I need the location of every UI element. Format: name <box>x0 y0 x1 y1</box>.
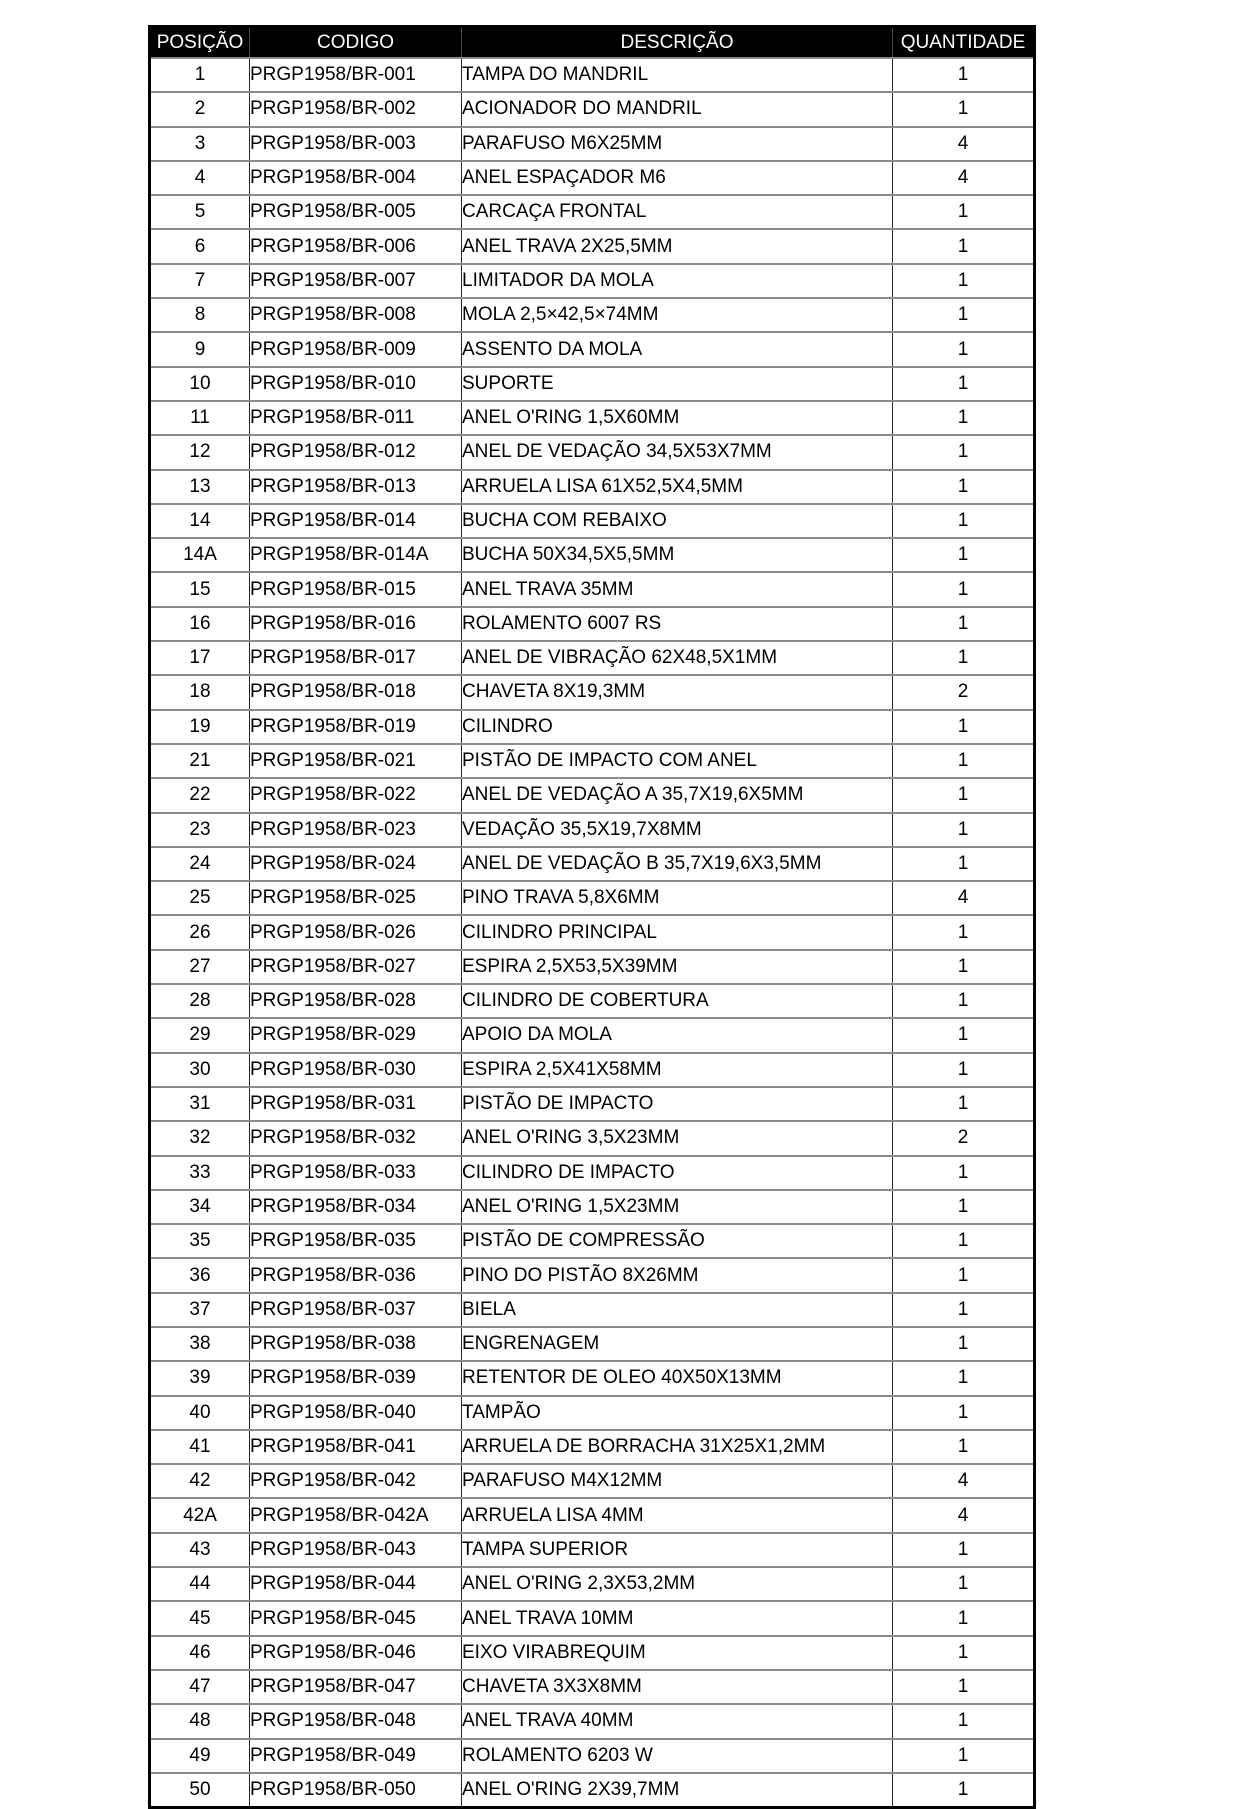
cell-position: 14A <box>150 538 250 572</box>
cell-description: LIMITADOR DA MOLA <box>462 264 893 298</box>
table-row <box>150 161 1035 195</box>
table-row <box>150 572 1035 606</box>
cell-position: 50 <box>150 1773 250 1808</box>
cell-description: PISTÃO DE IMPACTO COM ANEL <box>462 744 893 778</box>
table-row <box>150 538 1035 572</box>
cell-code: PRGP1958/BR-010 <box>250 367 462 401</box>
cell-quantity: 1 <box>893 915 1035 949</box>
table-row <box>150 1224 1035 1258</box>
cell-code: PRGP1958/BR-044 <box>250 1567 462 1601</box>
cell-code: PRGP1958/BR-030 <box>250 1053 462 1087</box>
table-row <box>150 401 1035 435</box>
cell-description: ANEL O'RING 2,3X53,2MM <box>462 1567 893 1601</box>
cell-quantity: 1 <box>893 1670 1035 1704</box>
table-row <box>150 984 1035 1018</box>
cell-quantity: 1 <box>893 58 1035 92</box>
cell-description: TAMPÃO <box>462 1396 893 1430</box>
column-header-codigo: CODIGO <box>250 27 462 59</box>
cell-position: 11 <box>150 401 250 435</box>
cell-quantity: 1 <box>893 195 1035 229</box>
cell-description: ANEL O'RING 1,5X60MM <box>462 401 893 435</box>
table-row <box>150 1018 1035 1052</box>
cell-description: ANEL DE VIBRAÇÃO 62X48,5X1MM <box>462 641 893 675</box>
cell-code: PRGP1958/BR-006 <box>250 229 462 263</box>
cell-description: PARAFUSO M6X25MM <box>462 127 893 161</box>
cell-description: PISTÃO DE COMPRESSÃO <box>462 1224 893 1258</box>
cell-description: ANEL ESPAÇADOR M6 <box>462 161 893 195</box>
cell-quantity: 1 <box>893 710 1035 744</box>
cell-position: 47 <box>150 1670 250 1704</box>
cell-position: 34 <box>150 1190 250 1224</box>
table-row <box>150 229 1035 263</box>
cell-quantity: 1 <box>893 813 1035 847</box>
header-row <box>150 27 1035 59</box>
cell-description: SUPORTE <box>462 367 893 401</box>
cell-position: 36 <box>150 1258 250 1292</box>
cell-description: CILINDRO DE IMPACTO <box>462 1156 893 1190</box>
cell-quantity: 1 <box>893 1361 1035 1395</box>
cell-quantity: 1 <box>893 1190 1035 1224</box>
cell-description: ARRUELA LISA 4MM <box>462 1498 893 1532</box>
cell-code: PRGP1958/BR-013 <box>250 470 462 504</box>
cell-quantity: 1 <box>893 778 1035 812</box>
cell-code: PRGP1958/BR-014A <box>250 538 462 572</box>
cell-code: PRGP1958/BR-045 <box>250 1601 462 1635</box>
cell-quantity: 1 <box>893 1258 1035 1292</box>
cell-quantity: 1 <box>893 1704 1035 1738</box>
table-row <box>150 1053 1035 1087</box>
table-row <box>150 1601 1035 1635</box>
cell-code: PRGP1958/BR-038 <box>250 1327 462 1361</box>
cell-description: BUCHA COM REBAIXO <box>462 504 893 538</box>
cell-quantity: 1 <box>893 538 1035 572</box>
cell-quantity: 1 <box>893 264 1035 298</box>
cell-description: ANEL TRAVA 40MM <box>462 1704 893 1738</box>
cell-position: 49 <box>150 1739 250 1773</box>
cell-code: PRGP1958/BR-001 <box>250 58 462 92</box>
cell-description: CILINDRO DE COBERTURA <box>462 984 893 1018</box>
cell-code: PRGP1958/BR-012 <box>250 435 462 469</box>
cell-position: 10 <box>150 367 250 401</box>
cell-code: PRGP1958/BR-015 <box>250 572 462 606</box>
cell-code: PRGP1958/BR-050 <box>250 1773 462 1808</box>
cell-code: PRGP1958/BR-014 <box>250 504 462 538</box>
cell-quantity: 1 <box>893 1430 1035 1464</box>
table-row <box>150 1533 1035 1567</box>
table-row <box>150 1190 1035 1224</box>
cell-quantity: 1 <box>893 641 1035 675</box>
cell-position: 9 <box>150 332 250 366</box>
cell-position: 13 <box>150 470 250 504</box>
cell-position: 46 <box>150 1636 250 1670</box>
table-row <box>150 127 1035 161</box>
cell-quantity: 1 <box>893 572 1035 606</box>
cell-quantity: 2 <box>893 1121 1035 1155</box>
cell-code: PRGP1958/BR-036 <box>250 1258 462 1292</box>
table-row <box>150 435 1035 469</box>
cell-code: PRGP1958/BR-002 <box>250 92 462 126</box>
cell-position: 42A <box>150 1498 250 1532</box>
cell-description: ENGRENAGEM <box>462 1327 893 1361</box>
cell-position: 3 <box>150 127 250 161</box>
cell-quantity: 1 <box>893 92 1035 126</box>
cell-code: PRGP1958/BR-003 <box>250 127 462 161</box>
cell-quantity: 4 <box>893 881 1035 915</box>
cell-code: PRGP1958/BR-042 <box>250 1464 462 1498</box>
cell-position: 39 <box>150 1361 250 1395</box>
table-row <box>150 1087 1035 1121</box>
cell-quantity: 1 <box>893 1053 1035 1087</box>
cell-description: ANEL O'RING 1,5X23MM <box>462 1190 893 1224</box>
cell-description: TAMPA DO MANDRIL <box>462 58 893 92</box>
cell-position: 33 <box>150 1156 250 1190</box>
cell-code: PRGP1958/BR-035 <box>250 1224 462 1258</box>
cell-code: PRGP1958/BR-016 <box>250 607 462 641</box>
cell-position: 41 <box>150 1430 250 1464</box>
cell-description: PINO TRAVA 5,8X6MM <box>462 881 893 915</box>
cell-code: PRGP1958/BR-040 <box>250 1396 462 1430</box>
cell-position: 6 <box>150 229 250 263</box>
cell-position: 17 <box>150 641 250 675</box>
cell-position: 44 <box>150 1567 250 1601</box>
table-row <box>150 1293 1035 1327</box>
cell-code: PRGP1958/BR-048 <box>250 1704 462 1738</box>
table-row <box>150 847 1035 881</box>
cell-position: 7 <box>150 264 250 298</box>
table-row <box>150 298 1035 332</box>
table-row <box>150 58 1035 92</box>
cell-description: PISTÃO DE IMPACTO <box>462 1087 893 1121</box>
cell-code: PRGP1958/BR-033 <box>250 1156 462 1190</box>
cell-position: 43 <box>150 1533 250 1567</box>
table-row <box>150 1464 1035 1498</box>
cell-code: PRGP1958/BR-034 <box>250 1190 462 1224</box>
cell-code: PRGP1958/BR-043 <box>250 1533 462 1567</box>
cell-quantity: 4 <box>893 1498 1035 1532</box>
cell-quantity: 1 <box>893 847 1035 881</box>
cell-code: PRGP1958/BR-032 <box>250 1121 462 1155</box>
cell-description: EIXO VIRABREQUIM <box>462 1636 893 1670</box>
table-row <box>150 1327 1035 1361</box>
column-header-posicao: POSIÇÃO <box>150 27 250 59</box>
table-row <box>150 504 1035 538</box>
cell-position: 45 <box>150 1601 250 1635</box>
cell-code: PRGP1958/BR-046 <box>250 1636 462 1670</box>
cell-description: PARAFUSO M4X12MM <box>462 1464 893 1498</box>
cell-position: 38 <box>150 1327 250 1361</box>
cell-position: 16 <box>150 607 250 641</box>
cell-description: ANEL DE VEDAÇÃO A 35,7X19,6X5MM <box>462 778 893 812</box>
cell-code: PRGP1958/BR-007 <box>250 264 462 298</box>
table-row <box>150 1498 1035 1532</box>
cell-description: CHAVETA 3X3X8MM <box>462 1670 893 1704</box>
cell-quantity: 1 <box>893 1396 1035 1430</box>
cell-position: 21 <box>150 744 250 778</box>
table-row <box>150 1739 1035 1773</box>
cell-description: PINO DO PISTÃO 8X26MM <box>462 1258 893 1292</box>
cell-position: 14 <box>150 504 250 538</box>
cell-quantity: 1 <box>893 984 1035 1018</box>
cell-description: ANEL TRAVA 2X25,5MM <box>462 229 893 263</box>
cell-description: ANEL DE VEDAÇÃO 34,5X53X7MM <box>462 435 893 469</box>
table-row <box>150 1258 1035 1292</box>
cell-description: BUCHA 50X34,5X5,5MM <box>462 538 893 572</box>
table-row <box>150 1361 1035 1395</box>
cell-position: 30 <box>150 1053 250 1087</box>
cell-quantity: 4 <box>893 1464 1035 1498</box>
cell-quantity: 1 <box>893 332 1035 366</box>
cell-position: 27 <box>150 950 250 984</box>
cell-quantity: 1 <box>893 1601 1035 1635</box>
cell-position: 8 <box>150 298 250 332</box>
cell-quantity: 1 <box>893 1773 1035 1808</box>
cell-description: VEDAÇÃO 35,5X19,7X8MM <box>462 813 893 847</box>
cell-position: 48 <box>150 1704 250 1738</box>
cell-quantity: 2 <box>893 675 1035 709</box>
cell-position: 25 <box>150 881 250 915</box>
table-row <box>150 744 1035 778</box>
cell-code: PRGP1958/BR-041 <box>250 1430 462 1464</box>
cell-position: 2 <box>150 92 250 126</box>
cell-quantity: 1 <box>893 401 1035 435</box>
cell-code: PRGP1958/BR-011 <box>250 401 462 435</box>
table-row <box>150 1773 1035 1808</box>
table-row <box>150 813 1035 847</box>
cell-quantity: 1 <box>893 607 1035 641</box>
cell-code: PRGP1958/BR-024 <box>250 847 462 881</box>
cell-code: PRGP1958/BR-027 <box>250 950 462 984</box>
cell-quantity: 4 <box>893 161 1035 195</box>
table-row <box>150 470 1035 504</box>
cell-position: 1 <box>150 58 250 92</box>
cell-description: ROLAMENTO 6007 RS <box>462 607 893 641</box>
column-header-quantidade: QUANTIDADE <box>893 27 1035 59</box>
parts-list-table <box>148 25 1036 1809</box>
cell-position: 22 <box>150 778 250 812</box>
cell-description: MOLA 2,5×42,5×74MM <box>462 298 893 332</box>
cell-code: PRGP1958/BR-025 <box>250 881 462 915</box>
cell-code: PRGP1958/BR-004 <box>250 161 462 195</box>
cell-quantity: 1 <box>893 1739 1035 1773</box>
cell-code: PRGP1958/BR-017 <box>250 641 462 675</box>
cell-description: CARCAÇA FRONTAL <box>462 195 893 229</box>
cell-quantity: 1 <box>893 504 1035 538</box>
cell-description: ASSENTO DA MOLA <box>462 332 893 366</box>
cell-quantity: 1 <box>893 1567 1035 1601</box>
cell-position: 18 <box>150 675 250 709</box>
cell-quantity: 1 <box>893 1224 1035 1258</box>
table-row <box>150 710 1035 744</box>
cell-code: PRGP1958/BR-049 <box>250 1739 462 1773</box>
table-row <box>150 881 1035 915</box>
table-row <box>150 778 1035 812</box>
table-row <box>150 1704 1035 1738</box>
cell-description: ANEL TRAVA 10MM <box>462 1601 893 1635</box>
cell-quantity: 1 <box>893 1156 1035 1190</box>
cell-quantity: 1 <box>893 1636 1035 1670</box>
parts-table-body <box>150 58 1035 1808</box>
cell-description: ANEL DE VEDAÇÃO B 35,7X19,6X3,5MM <box>462 847 893 881</box>
cell-code: PRGP1958/BR-022 <box>250 778 462 812</box>
cell-position: 12 <box>150 435 250 469</box>
cell-description: BIELA <box>462 1293 893 1327</box>
cell-description: CHAVETA 8X19,3MM <box>462 675 893 709</box>
table-row <box>150 675 1035 709</box>
cell-quantity: 1 <box>893 1327 1035 1361</box>
cell-description: CILINDRO PRINCIPAL <box>462 915 893 949</box>
cell-position: 35 <box>150 1224 250 1258</box>
cell-position: 37 <box>150 1293 250 1327</box>
cell-position: 40 <box>150 1396 250 1430</box>
cell-description: ARRUELA LISA 61X52,5X4,5MM <box>462 470 893 504</box>
cell-code: PRGP1958/BR-047 <box>250 1670 462 1704</box>
cell-quantity: 1 <box>893 435 1035 469</box>
cell-quantity: 1 <box>893 229 1035 263</box>
cell-position: 19 <box>150 710 250 744</box>
table-row <box>150 915 1035 949</box>
table-row <box>150 367 1035 401</box>
cell-code: PRGP1958/BR-029 <box>250 1018 462 1052</box>
cell-position: 32 <box>150 1121 250 1155</box>
cell-code: PRGP1958/BR-023 <box>250 813 462 847</box>
cell-position: 26 <box>150 915 250 949</box>
table-row <box>150 950 1035 984</box>
cell-description: ANEL O'RING 2X39,7MM <box>462 1773 893 1808</box>
cell-position: 15 <box>150 572 250 606</box>
cell-quantity: 1 <box>893 1533 1035 1567</box>
cell-description: ANEL O'RING 3,5X23MM <box>462 1121 893 1155</box>
table-row <box>150 1567 1035 1601</box>
cell-code: PRGP1958/BR-039 <box>250 1361 462 1395</box>
cell-description: ESPIRA 2,5X41X58MM <box>462 1053 893 1087</box>
cell-description: CILINDRO <box>462 710 893 744</box>
cell-quantity: 1 <box>893 1018 1035 1052</box>
cell-code: PRGP1958/BR-042A <box>250 1498 462 1532</box>
cell-description: ESPIRA 2,5X53,5X39MM <box>462 950 893 984</box>
table-row <box>150 92 1035 126</box>
cell-description: ARRUELA DE BORRACHA 31X25X1,2MM <box>462 1430 893 1464</box>
table-row <box>150 607 1035 641</box>
cell-code: PRGP1958/BR-031 <box>250 1087 462 1121</box>
table-row <box>150 1396 1035 1430</box>
cell-quantity: 1 <box>893 744 1035 778</box>
cell-quantity: 1 <box>893 470 1035 504</box>
table-row <box>150 1430 1035 1464</box>
cell-position: 31 <box>150 1087 250 1121</box>
table-header <box>150 27 1035 59</box>
cell-code: PRGP1958/BR-018 <box>250 675 462 709</box>
cell-description: ROLAMENTO 6203 W <box>462 1739 893 1773</box>
cell-description: APOIO DA MOLA <box>462 1018 893 1052</box>
cell-description: RETENTOR DE OLEO 40X50X13MM <box>462 1361 893 1395</box>
cell-position: 4 <box>150 161 250 195</box>
cell-position: 5 <box>150 195 250 229</box>
table-row <box>150 195 1035 229</box>
table-row <box>150 332 1035 366</box>
table-row <box>150 264 1035 298</box>
table-row <box>150 1670 1035 1704</box>
cell-position: 28 <box>150 984 250 1018</box>
cell-code: PRGP1958/BR-026 <box>250 915 462 949</box>
cell-description: ACIONADOR DO MANDRIL <box>462 92 893 126</box>
cell-code: PRGP1958/BR-008 <box>250 298 462 332</box>
cell-quantity: 1 <box>893 1293 1035 1327</box>
cell-position: 42 <box>150 1464 250 1498</box>
cell-quantity: 1 <box>893 950 1035 984</box>
table-row <box>150 1156 1035 1190</box>
table-row <box>150 641 1035 675</box>
cell-code: PRGP1958/BR-009 <box>250 332 462 366</box>
cell-code: PRGP1958/BR-019 <box>250 710 462 744</box>
cell-code: PRGP1958/BR-037 <box>250 1293 462 1327</box>
cell-quantity: 1 <box>893 1087 1035 1121</box>
cell-position: 24 <box>150 847 250 881</box>
cell-description: ANEL TRAVA 35MM <box>462 572 893 606</box>
cell-quantity: 1 <box>893 367 1035 401</box>
cell-code: PRGP1958/BR-028 <box>250 984 462 1018</box>
cell-position: 23 <box>150 813 250 847</box>
table-row <box>150 1636 1035 1670</box>
cell-quantity: 1 <box>893 298 1035 332</box>
column-header-descricao: DESCRIÇÃO <box>462 27 893 59</box>
cell-position: 29 <box>150 1018 250 1052</box>
cell-description: TAMPA SUPERIOR <box>462 1533 893 1567</box>
table-row <box>150 1121 1035 1155</box>
cell-code: PRGP1958/BR-021 <box>250 744 462 778</box>
cell-quantity: 4 <box>893 127 1035 161</box>
cell-code: PRGP1958/BR-005 <box>250 195 462 229</box>
